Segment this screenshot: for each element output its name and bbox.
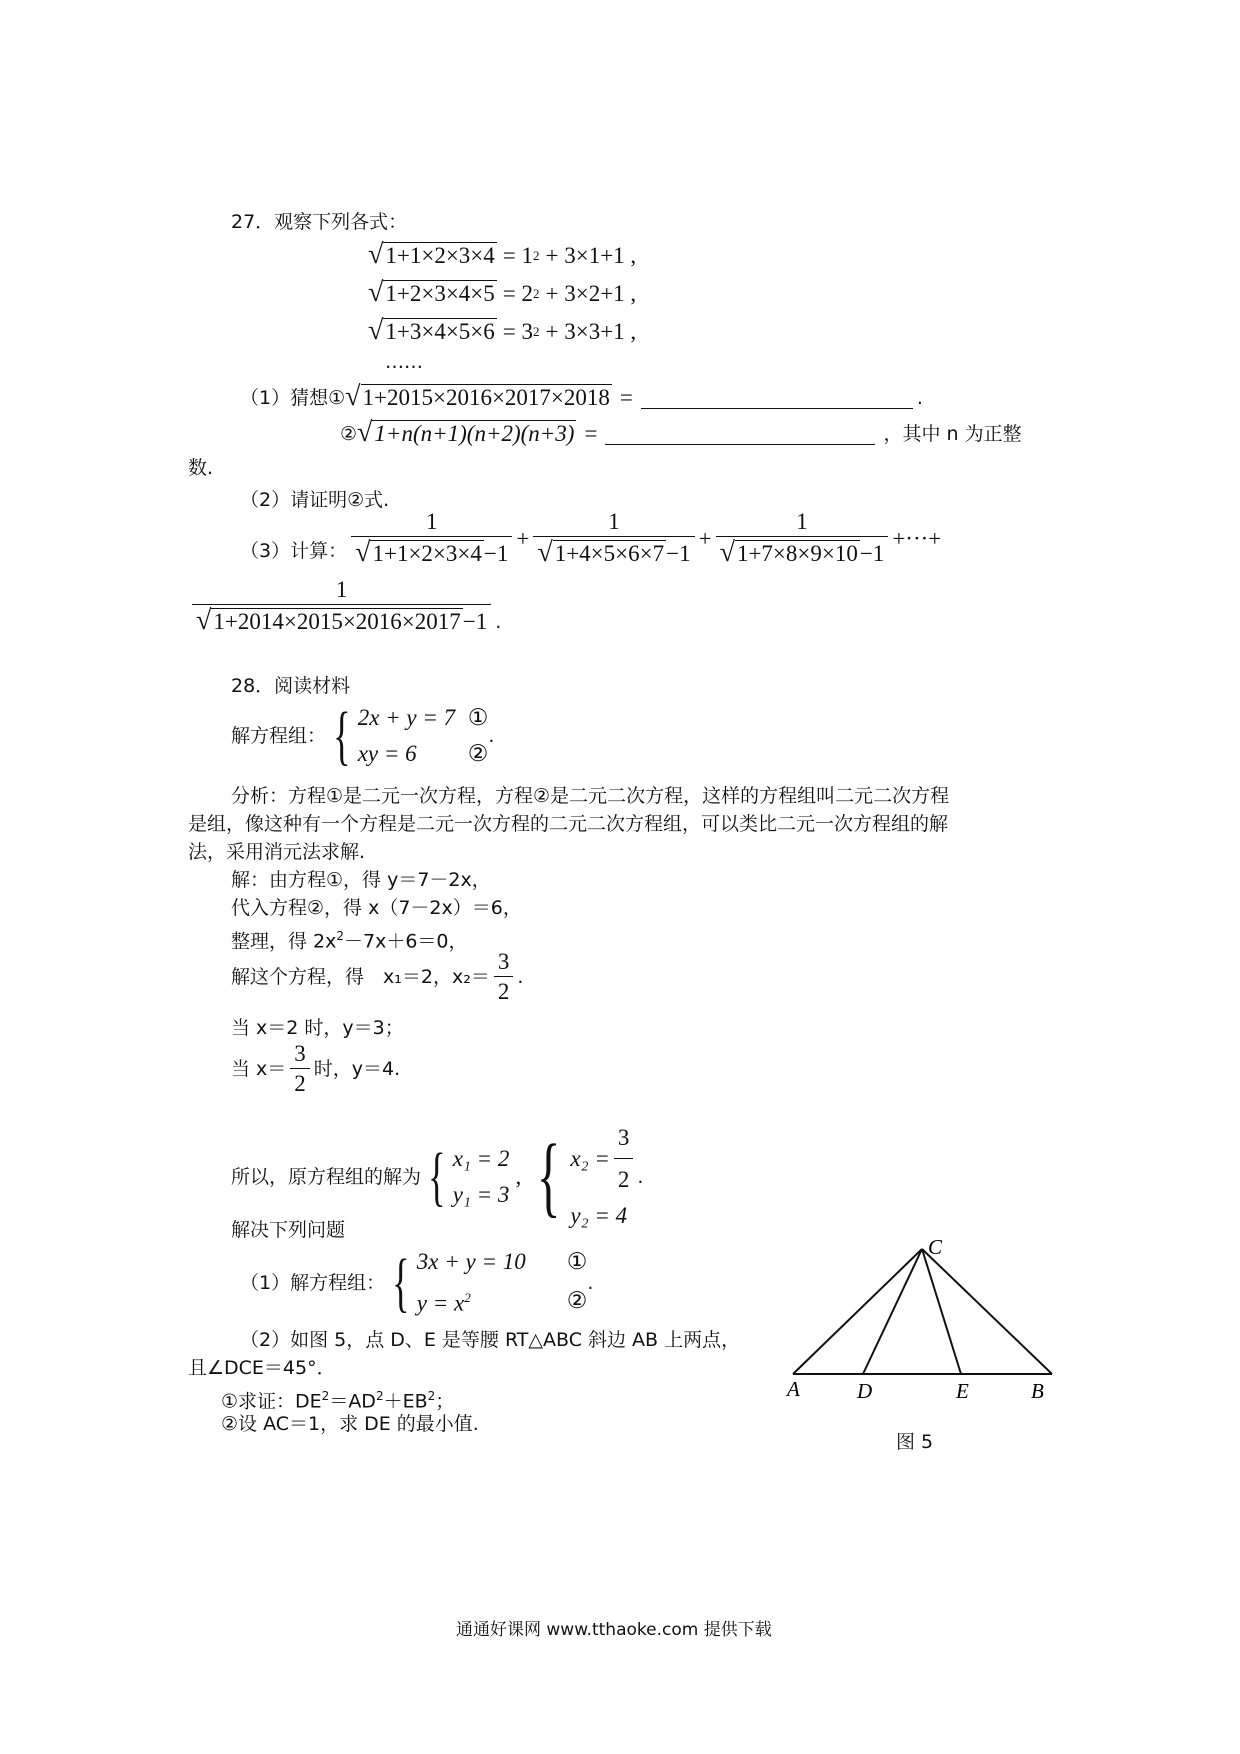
q27-part1b-wrap: 数. (188, 457, 214, 479)
q28-system: 解方程组： { 2x + y = 7 ① xy = 6 ② . (231, 699, 495, 772)
solution-line-5: 当 x＝2 时，y＝3； (231, 1017, 404, 1039)
q27-part3-line: （3）计算： 1 √ 1+1×2×3×4 −1 + 1 √ 1+4×5×6×7 −1 + 1 √ 1+7×8×9×10 −1 +···+ (240, 509, 942, 568)
q27-part1b-line: ② √ 1+n(n+1)(n+2)(n+3) = ，其中 n 为正整 (340, 417, 1022, 448)
task2-line-4: ②设 AC＝1，求 DE 的最小值. (221, 1413, 479, 1435)
segment-cd (863, 1249, 922, 1374)
solution-line-6: 当 x＝ $\frac{3}{2}$ 时，y＝4. (231, 1041, 401, 1096)
analysis-line-1: 分析：方程①是二元一次方程，方程②是二元二次方程，这样的方程组叫二元二次方程 (231, 785, 950, 807)
q27-part1-line: （1）猜想① √ 1+2015×2016×2017×2018 = . (240, 381, 923, 412)
task2-line-1: （2）如图 5，点 D、E 是等腰 RT△ABC 斜边 AB 上两点， (240, 1329, 741, 1351)
q27-part1-label: （1）猜想① (240, 386, 346, 409)
side-ac (793, 1249, 922, 1374)
task1-system: （1）解方程组： { 3x + y = 10 ① $y = x^2$ ② . (240, 1245, 594, 1319)
label-c: C (928, 1240, 943, 1259)
label-d: D (857, 1379, 873, 1403)
fraction-2: 1 √ 1+4×5×6×7 −1 (533, 510, 694, 567)
solution-line-2: 代入方程②，得 x（7－2x）＝6， (231, 897, 522, 919)
figure-caption: 图 5 (896, 1431, 934, 1453)
footer-text: 通通好课网 www.tthaoke.com 提供下载 (456, 1620, 772, 1640)
q27-part2: （2）请证明②式. (240, 489, 390, 511)
q27-part3-last: 1 √ 1+2014×2015×2016×2017 −1 . (188, 578, 501, 635)
q27-ellipsis: …… (385, 351, 423, 373)
solution-line-3: 整理，得 $2x^2-7x+6=0$， (231, 929, 468, 953)
label-e: E (956, 1379, 969, 1403)
task2-line-2: 且∠DCE＝45°． (188, 1357, 336, 1379)
q28-title: 28．阅读材料 (231, 675, 351, 697)
label-a: A (787, 1377, 800, 1401)
q27-example-3: √ 1+3×4×5×6 = 3 2 + 3×3+1 , (368, 315, 637, 346)
fraction-3: 1 √ 1+7×8×9×10 −1 (716, 510, 889, 567)
triangle-figure (775, 1240, 1075, 1440)
analysis-line-3: 法，采用消元法求解. (188, 841, 366, 863)
solution-answer: 所以，原方程组的解为 { x₁ = 2 y₁ = 3 , { x₂ = $\frac{3}{2}$ y₂ = 4 . (231, 1125, 644, 1228)
analysis-line-2: 是组，像这种有一个方程是二元一次方程的二元二次方程组，可以类比二元一次方程组的解 (188, 813, 949, 835)
label-b: B (1031, 1379, 1044, 1403)
answer-blank-1[interactable] (641, 386, 913, 409)
solve-title: 解决下列问题 (231, 1219, 346, 1241)
fraction-1: 1 √ 1+1×2×3×4 −1 (351, 510, 512, 567)
task2-line-3: ①求证：$DE^2=AD^2+EB^2$； (221, 1389, 455, 1413)
q27-example-2: √ 1+2×3×4×5 = 2 2 + 3×2+1 , (368, 277, 637, 308)
fraction-last: 1 √ 1+2014×2015×2016×2017 −1 (192, 578, 491, 635)
answer-blank-2[interactable] (605, 422, 875, 445)
q27-title: 27．观察下列各式： (231, 211, 408, 233)
q27-example-1: √ 1+1×2×3×4 = 1 2 + 3×1+1 , (368, 239, 637, 270)
solution-line-1: 解：由方程①，得 y＝7－2x， (231, 869, 491, 891)
solution-line-4: 解这个方程，得 x₁＝2，x₂＝ $\frac{3}{2}$ . (231, 949, 524, 1004)
